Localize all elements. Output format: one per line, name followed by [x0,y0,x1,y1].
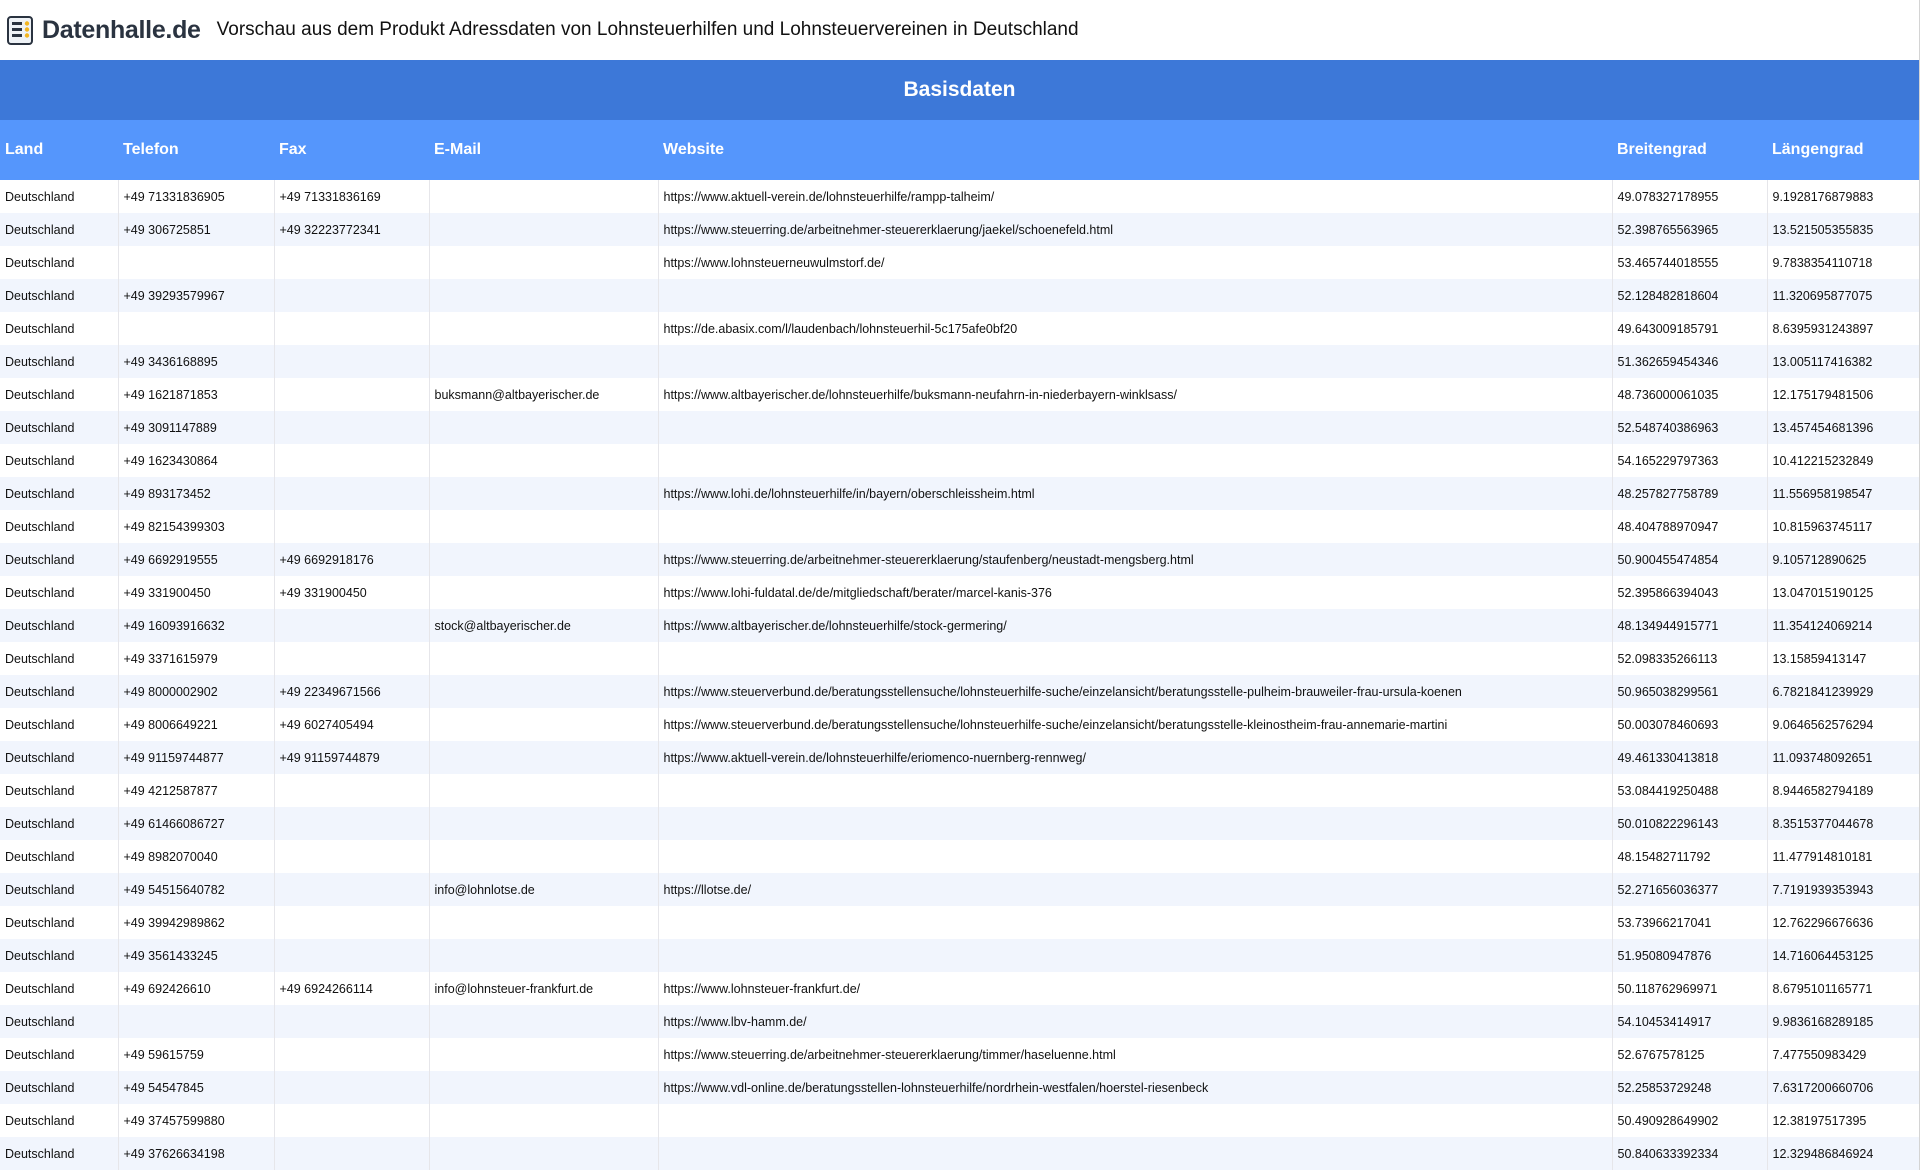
cell-email[interactable] [429,774,658,807]
cell-laengengrad: 11.556958198547 [1767,477,1919,510]
cell-land: Deutschland [0,609,118,642]
cell-breitengrad: 52.398765563965 [1612,213,1767,246]
cell-website[interactable]: https://www.steuerring.de/arbeitnehmer-steuererklaerung/staufenberg/neustadt-mengsberg.html [658,543,1612,576]
table-row [0,1071,1919,1104]
cell-telefon: +49 306725851 [118,213,274,246]
cell-laengengrad: 9.9836168289185 [1767,1005,1919,1038]
cell-laengengrad: 14.716064453125 [1767,939,1919,972]
cell-website[interactable] [658,345,1612,378]
cell-fax [274,609,429,642]
cell-website[interactable]: https://www.steuerring.de/arbeitnehmer-steuererklaerung/timmer/haseluenne.html [658,1038,1612,1071]
cell-telefon: +49 692426610 [118,972,274,1005]
cell-breitengrad: 49.078327178955 [1612,180,1767,213]
cell-website[interactable]: https://www.aktuell-verein.de/lohnsteuerhilfe/eriomenco-nuernberg-rennweg/ [658,741,1612,774]
cell-breitengrad: 52.6767578125 [1612,1038,1767,1071]
cell-telefon: +49 8982070040 [118,840,274,873]
cell-land: Deutschland [0,246,118,279]
column-header-website[interactable]: Website [658,120,1612,180]
cell-land: Deutschland [0,774,118,807]
cell-email[interactable] [429,807,658,840]
cell-laengengrad: 12.175179481506 [1767,378,1919,411]
table-row [0,543,1919,576]
table-row [0,873,1919,906]
cell-laengengrad: 10.412215232849 [1767,444,1919,477]
cell-breitengrad: 48.404788970947 [1612,510,1767,543]
cell-fax [274,1038,429,1071]
cell-telefon: +49 3561433245 [118,939,274,972]
cell-land: Deutschland [0,543,118,576]
cell-email[interactable] [429,1038,658,1071]
cell-breitengrad: 52.098335266113 [1612,642,1767,675]
cell-telefon: +49 54515640782 [118,873,274,906]
cell-laengengrad: 13.15859413147 [1767,642,1919,675]
cell-fax [274,279,429,312]
cell-website[interactable]: https://www.steuerring.de/arbeitnehmer-steuererklaerung/jaekel/schoenefeld.html [658,213,1612,246]
cell-breitengrad: 49.461330413818 [1612,741,1767,774]
cell-fax: +49 71331836169 [274,180,429,213]
table-row [0,972,1919,1005]
cell-fax [274,411,429,444]
page-title: Vorschau aus dem Produkt Adressdaten von Lohnsteuerhilfen und Lohnsteuervereinen in Deutschland [216,19,1079,40]
cell-telefon: +49 331900450 [118,576,274,609]
cell-laengengrad: 8.9446582794189 [1767,774,1919,807]
cell-website[interactable]: https://www.altbayerischer.de/lohnsteuerhilfe/stock-germering/ [658,609,1612,642]
cell-fax [274,444,429,477]
cell-website[interactable]: https://llotse.de/ [658,873,1612,906]
cell-fax: +49 6027405494 [274,708,429,741]
cell-email[interactable] [429,906,658,939]
cell-telefon: +49 37626634198 [118,1137,274,1170]
cell-land: Deutschland [0,576,118,609]
table-row [0,1104,1919,1137]
cell-fax: +49 6924266114 [274,972,429,1005]
cell-website[interactable] [658,774,1612,807]
cell-website[interactable] [658,510,1612,543]
cell-breitengrad: 51.95080947876 [1612,939,1767,972]
cell-website[interactable]: https://www.lbv-hamm.de/ [658,1005,1612,1038]
cell-website[interactable]: https://www.altbayerischer.de/lohnsteuerhilfe/buksmann-neufahrn-in-niederbayern-winklsass/ [658,378,1612,411]
cell-email[interactable] [429,939,658,972]
cell-email[interactable]: buksmann@altbayerischer.de [429,378,658,411]
cell-breitengrad: 50.840633392334 [1612,1137,1767,1170]
cell-telefon: +49 1623430864 [118,444,274,477]
cell-telefon: +49 59615759 [118,1038,274,1071]
cell-website[interactable]: https://de.abasix.com/l/laudenbach/lohnsteuerhil-5c175afe0bf20 [658,312,1612,345]
cell-website[interactable]: https://www.lohi.de/lohnsteuerhilfe/in/bayern/oberschleissheim.html [658,477,1612,510]
cell-website[interactable]: https://www.steuerverbund.de/beratungsstellensuche/lohnsteuerhilfe-suche/einzelansicht/beratungsstelle-kleinostheim-frau-annemarie-martini [658,708,1612,741]
cell-telefon: +49 54547845 [118,1071,274,1104]
cell-fax [274,1005,429,1038]
cell-land: Deutschland [0,312,118,345]
cell-land: Deutschland [0,378,118,411]
cell-email[interactable] [429,213,658,246]
table-row [0,180,1919,213]
table-row [0,1005,1919,1038]
cell-fax [274,873,429,906]
cell-breitengrad: 51.362659454346 [1612,345,1767,378]
cell-laengengrad: 9.1928176879883 [1767,180,1919,213]
cell-breitengrad: 48.15482711792 [1612,840,1767,873]
brand-logo-text[interactable]: Datenhalle.de [42,15,201,44]
cell-laengengrad: 7.7191939353943 [1767,873,1919,906]
cell-fax [274,345,429,378]
table-row [0,609,1919,642]
cell-fax: +49 331900450 [274,576,429,609]
cell-laengengrad: 13.005117416382 [1767,345,1919,378]
cell-land: Deutschland [0,708,118,741]
cell-laengengrad: 12.329486846924 [1767,1137,1919,1170]
cell-email[interactable] [429,1005,658,1038]
table-row [0,345,1919,378]
cell-breitengrad: 54.10453414917 [1612,1005,1767,1038]
cell-laengengrad: 13.047015190125 [1767,576,1919,609]
table-row [0,1137,1919,1170]
cell-land: Deutschland [0,906,118,939]
cell-website[interactable]: https://www.lohnsteuer-frankfurt.de/ [658,972,1612,1005]
cell-breitengrad: 48.134944915771 [1612,609,1767,642]
cell-land: Deutschland [0,807,118,840]
cell-telefon: +49 61466086727 [118,807,274,840]
cell-website[interactable]: https://www.lohi-fuldatal.de/de/mitgliedschaft/berater/marcel-kanis-376 [658,576,1612,609]
table-row [0,279,1919,312]
cell-email[interactable] [429,312,658,345]
table-header-row [0,120,1919,180]
cell-breitengrad: 50.965038299561 [1612,675,1767,708]
cell-fax: +49 22349671566 [274,675,429,708]
table-row [0,840,1919,873]
cell-land: Deutschland [0,477,118,510]
column-header-email[interactable]: E-Mail [429,120,658,180]
cell-email[interactable] [429,411,658,444]
cell-fax [274,906,429,939]
cell-telefon: +49 3371615979 [118,642,274,675]
cell-fax [274,1104,429,1137]
cell-breitengrad: 53.465744018555 [1612,246,1767,279]
cell-fax [274,1137,429,1170]
table-row [0,444,1919,477]
cell-land: Deutschland [0,1104,118,1137]
cell-laengengrad: 10.815963745117 [1767,510,1919,543]
top-bar [0,0,1920,60]
table-row [0,774,1919,807]
cell-laengengrad: 11.477914810181 [1767,840,1919,873]
cell-fax [274,378,429,411]
cell-telefon [118,246,274,279]
cell-fax [274,312,429,345]
table-row [0,477,1919,510]
cell-website[interactable]: https://www.aktuell-verein.de/lohnsteuerhilfe/rampp-talheim/ [658,180,1612,213]
cell-land: Deutschland [0,510,118,543]
cell-telefon [118,1005,274,1038]
column-header-land[interactable]: Land [0,120,118,180]
cell-fax [274,477,429,510]
cell-email[interactable] [429,741,658,774]
cell-land: Deutschland [0,873,118,906]
cell-email[interactable]: stock@altbayerischer.de [429,609,658,642]
cell-laengengrad: 11.093748092651 [1767,741,1919,774]
cell-fax [274,1071,429,1104]
column-header-laengengrad[interactable]: Längengrad [1767,120,1919,180]
cell-breitengrad: 52.25853729248 [1612,1071,1767,1104]
cell-website[interactable]: https://www.vdl-online.de/beratungsstellen-lohnsteuerhilfe/nordrhein-westfalen/hoerstel-riesenbeck [658,1071,1612,1104]
cell-breitengrad: 49.643009185791 [1612,312,1767,345]
cell-land: Deutschland [0,444,118,477]
cell-laengengrad: 9.7838354110718 [1767,246,1919,279]
cell-website[interactable] [658,411,1612,444]
data-table [0,120,1919,1170]
cell-laengengrad: 7.477550983429 [1767,1038,1919,1071]
cell-laengengrad: 9.105712890625 [1767,543,1919,576]
table-row [0,510,1919,543]
cell-laengengrad: 8.6395931243897 [1767,312,1919,345]
cell-laengengrad: 8.6795101165771 [1767,972,1919,1005]
table-row [0,213,1919,246]
table-row [0,708,1919,741]
table-group-header: Basisdaten [0,60,1919,120]
cell-breitengrad: 50.490928649902 [1612,1104,1767,1137]
cell-fax [274,774,429,807]
table-row [0,576,1919,609]
cell-fax [274,807,429,840]
cell-laengengrad: 9.0646562576294 [1767,708,1919,741]
cell-website[interactable] [658,279,1612,312]
cell-breitengrad: 50.900455474854 [1612,543,1767,576]
cell-email[interactable]: info@lohnsteuer-frankfurt.de [429,972,658,1005]
cell-land: Deutschland [0,180,118,213]
cell-website[interactable] [658,642,1612,675]
cell-laengengrad: 12.38197517395 [1767,1104,1919,1137]
cell-fax [274,510,429,543]
cell-telefon: +49 37457599880 [118,1104,274,1137]
table-row [0,246,1919,279]
cell-email[interactable] [429,1137,658,1170]
cell-land: Deutschland [0,642,118,675]
cell-email[interactable] [429,279,658,312]
cell-telefon: +49 8000002902 [118,675,274,708]
cell-laengengrad: 11.354124069214 [1767,609,1919,642]
cell-breitengrad: 53.084419250488 [1612,774,1767,807]
column-header-breitengrad[interactable]: Breitengrad [1612,120,1767,180]
cell-fax [274,840,429,873]
cell-laengengrad: 8.3515377044678 [1767,807,1919,840]
table-row [0,411,1919,444]
table-row [0,939,1919,972]
cell-land: Deutschland [0,213,118,246]
cell-land: Deutschland [0,741,118,774]
cell-website[interactable] [658,1104,1612,1137]
cell-laengengrad: 6.7821841239929 [1767,675,1919,708]
cell-email[interactable]: info@lohnlotse.de [429,873,658,906]
cell-fax: +49 6692918176 [274,543,429,576]
cell-breitengrad: 53.73966217041 [1612,906,1767,939]
cell-breitengrad: 52.128482818604 [1612,279,1767,312]
cell-laengengrad: 12.762296676636 [1767,906,1919,939]
cell-website[interactable] [658,807,1612,840]
cell-laengengrad: 13.521505355835 [1767,213,1919,246]
cell-fax: +49 91159744879 [274,741,429,774]
cell-website[interactable] [658,906,1612,939]
cell-website[interactable]: https://www.lohnsteuerneuwulmstorf.de/ [658,246,1612,279]
cell-website[interactable]: https://www.steuerverbund.de/beratungsstellensuche/lohnsteuerhilfe-suche/einzelansicht/beratungsstelle-pulheim-brauweiler-frau-ursula-koenen [658,675,1612,708]
column-header-fax[interactable]: Fax [274,120,429,180]
cell-breitengrad: 50.118762969971 [1612,972,1767,1005]
table-row [0,741,1919,774]
cell-email[interactable] [429,345,658,378]
cell-email[interactable] [429,543,658,576]
table-body [0,180,1919,1170]
cell-email[interactable] [429,246,658,279]
cell-laengengrad: 11.320695877075 [1767,279,1919,312]
cell-laengengrad: 7.6317200660706 [1767,1071,1919,1104]
cell-land: Deutschland [0,1038,118,1071]
cell-telefon: +49 3436168895 [118,345,274,378]
cell-breitengrad: 50.010822296143 [1612,807,1767,840]
cell-fax [274,246,429,279]
cell-breitengrad: 54.165229797363 [1612,444,1767,477]
cell-telefon: +49 4212587877 [118,774,274,807]
cell-telefon: +49 1621871853 [118,378,274,411]
cell-land: Deutschland [0,1005,118,1038]
cell-land: Deutschland [0,1071,118,1104]
datenhalle-logo-icon[interactable] [6,13,38,47]
cell-website[interactable] [658,1137,1612,1170]
cell-land: Deutschland [0,840,118,873]
cell-website[interactable] [658,939,1612,972]
cell-email[interactable] [429,444,658,477]
cell-fax [274,939,429,972]
cell-land: Deutschland [0,345,118,378]
cell-email[interactable] [429,477,658,510]
cell-breitengrad: 52.548740386963 [1612,411,1767,444]
cell-land: Deutschland [0,279,118,312]
cell-telefon: +49 71331836905 [118,180,274,213]
cell-telefon: +49 6692919555 [118,543,274,576]
cell-telefon: +49 82154399303 [118,510,274,543]
cell-telefon: +49 39293579967 [118,279,274,312]
cell-email[interactable] [429,510,658,543]
cell-land: Deutschland [0,411,118,444]
cell-telefon: +49 91159744877 [118,741,274,774]
cell-fax: +49 32223772341 [274,213,429,246]
table-row [0,378,1919,411]
data-table-container [0,60,1919,1170]
cell-breitengrad: 48.257827758789 [1612,477,1767,510]
cell-telefon: +49 39942989862 [118,906,274,939]
cell-land: Deutschland [0,939,118,972]
cell-email[interactable] [429,840,658,873]
cell-email[interactable] [429,1071,658,1104]
cell-telefon: +49 893173452 [118,477,274,510]
table-row [0,906,1919,939]
table-row [0,807,1919,840]
cell-email[interactable] [429,708,658,741]
cell-telefon: +49 3091147889 [118,411,274,444]
cell-land: Deutschland [0,675,118,708]
cell-email[interactable] [429,180,658,213]
cell-fax [274,642,429,675]
cell-website[interactable] [658,840,1612,873]
cell-email[interactable] [429,675,658,708]
cell-email[interactable] [429,1104,658,1137]
cell-telefon: +49 8006649221 [118,708,274,741]
cell-land: Deutschland [0,972,118,1005]
cell-land: Deutschland [0,1137,118,1170]
cell-email[interactable] [429,642,658,675]
cell-breitengrad: 52.395866394043 [1612,576,1767,609]
cell-laengengrad: 13.457454681396 [1767,411,1919,444]
cell-website[interactable] [658,444,1612,477]
cell-breitengrad: 48.736000061035 [1612,378,1767,411]
table-row [0,675,1919,708]
cell-email[interactable] [429,576,658,609]
cell-breitengrad: 50.003078460693 [1612,708,1767,741]
cell-telefon [118,312,274,345]
cell-breitengrad: 52.271656036377 [1612,873,1767,906]
cell-telefon: +49 16093916632 [118,609,274,642]
column-header-telefon[interactable]: Telefon [118,120,274,180]
table-row [0,312,1919,345]
table-row [0,1038,1919,1071]
table-row [0,642,1919,675]
